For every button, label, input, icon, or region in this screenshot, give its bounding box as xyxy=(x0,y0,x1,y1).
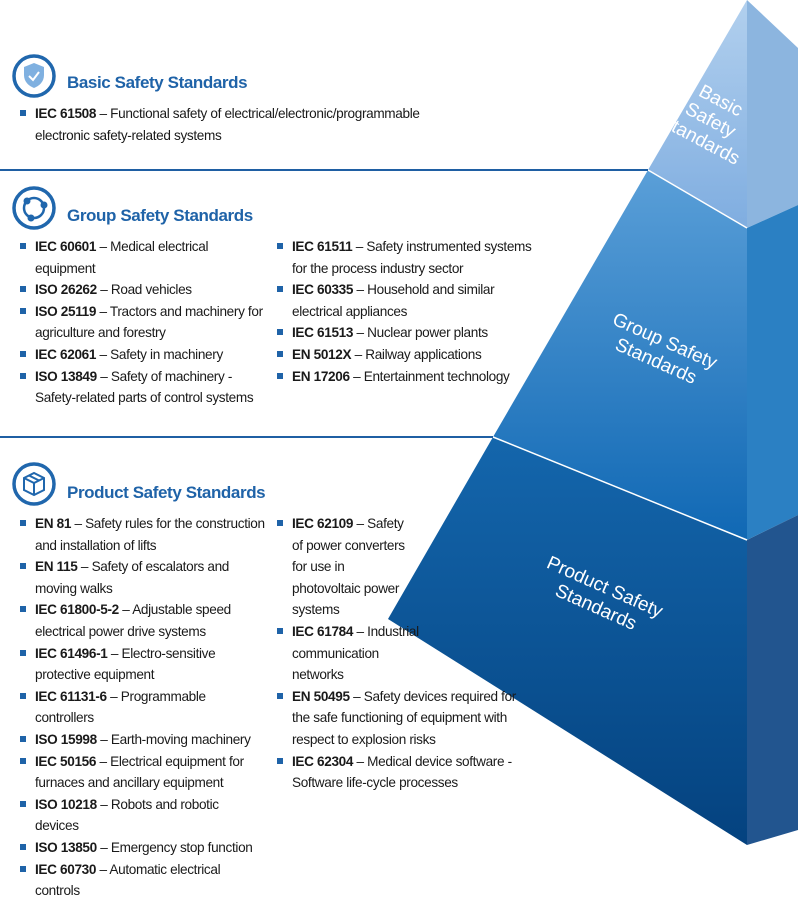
standard-item xyxy=(277,621,422,686)
standard-code: IEC 62304 xyxy=(292,753,354,769)
standard-item xyxy=(277,279,539,322)
standard-description: – Safety of machinery - Safety-related parts of control systems xyxy=(35,368,254,406)
standard-item xyxy=(20,751,265,794)
standard-code: EN 50495 xyxy=(292,688,350,704)
standard-item xyxy=(20,103,460,146)
standard-description: – Household and similar electrical appliances xyxy=(292,282,495,319)
standard-code: IEC 61784 xyxy=(292,623,354,639)
standard-item xyxy=(277,236,539,279)
standard-code: IEC 62109 xyxy=(292,516,354,531)
standard-description: – Electro-sensitive protective equipment xyxy=(35,645,216,683)
standard-item xyxy=(20,366,265,409)
standard-description: – Programmable controllers xyxy=(35,688,206,726)
standard-description: – Safety of power converters for use in photovoltaic power systems xyxy=(292,516,405,618)
standard-code: IEC 61513 xyxy=(292,325,354,341)
product-standards-list-right xyxy=(277,513,527,794)
standard-description: – Functional safety of electrical/electronic/programmable electronic safety-related systems xyxy=(35,106,420,143)
pyramid-label-product: Product Safety Standards xyxy=(543,552,666,635)
standard-code: ISO 10218 xyxy=(35,796,97,812)
pyramid-label-group: Group Safety Standards xyxy=(609,309,721,389)
standard-description: – Earth-moving machinery xyxy=(96,731,251,747)
standard-description: – Railway applications xyxy=(351,346,482,362)
standard-item xyxy=(20,344,265,366)
standard-description: – Tractors and machinery for agriculture and forestry xyxy=(35,303,263,341)
section-title-basic: Basic Safety Standards xyxy=(67,73,248,92)
standard-code: IEC 61511 xyxy=(292,239,353,254)
standard-item xyxy=(20,837,265,859)
divider-basic-group xyxy=(0,169,648,171)
standard-item xyxy=(20,279,265,301)
standard-description: – Entertainment technology xyxy=(349,368,510,384)
standard-item xyxy=(277,686,527,751)
standard-description: – Road vehicles xyxy=(96,282,192,298)
product-standards-list-left xyxy=(20,513,265,902)
standard-description: – Medical electrical equipment xyxy=(35,239,209,276)
standard-code: ISO 13850 xyxy=(35,839,97,855)
standard-item xyxy=(20,236,265,279)
standard-code: IEC 61496-1 xyxy=(35,645,108,661)
group-standards-list-right xyxy=(277,236,539,387)
standard-item xyxy=(20,859,265,902)
standard-description: – Electrical equipment for furnaces and ancillary equipment xyxy=(35,753,244,791)
standard-description: – Emergency stop function xyxy=(96,839,253,855)
standard-code: IEC 60601 xyxy=(35,239,97,254)
pyramid-label-basic: Basic Safety Standards xyxy=(656,80,747,170)
shield-check-icon xyxy=(12,54,56,98)
standard-item xyxy=(277,344,539,366)
standard-code: IEC 60730 xyxy=(35,861,97,877)
standard-item xyxy=(20,643,265,686)
standard-description: – Safety devices required for the safe functioning of equipment with respect to explosion risks xyxy=(292,688,516,747)
standard-item xyxy=(277,366,539,388)
standard-code: ISO 15998 xyxy=(35,731,97,747)
cycle-nodes-icon xyxy=(12,186,56,230)
standard-code: EN 5012X xyxy=(292,346,352,362)
group-standards-list-left xyxy=(20,236,265,409)
standard-description: – Robots and robotic devices xyxy=(35,796,219,834)
standard-code: ISO 13849 xyxy=(35,368,97,384)
standard-item xyxy=(277,322,539,344)
standard-code: EN 17206 xyxy=(292,368,350,384)
standard-description: – Industrial communication networks xyxy=(292,623,419,683)
divider-group-product xyxy=(0,436,493,438)
section-title-group: Group Safety Standards xyxy=(67,206,253,225)
standard-code: EN 81 xyxy=(35,516,72,531)
standard-item xyxy=(20,556,265,599)
standard-description: – Medical device software - Software life-cycle processes xyxy=(292,753,512,791)
standard-code: IEC 61508 xyxy=(35,106,97,121)
standard-code: EN 115 xyxy=(35,559,78,575)
standard-description: – Nuclear power plants xyxy=(353,325,488,341)
section-title-product: Product Safety Standards xyxy=(67,483,266,502)
standard-description: – Automatic electrical controls xyxy=(35,861,221,899)
standard-item xyxy=(20,301,265,344)
standard-description: – Adjustable speed electrical power drive systems xyxy=(35,602,231,639)
standard-code: IEC 62061 xyxy=(35,346,97,362)
standard-code: ISO 26262 xyxy=(35,282,97,298)
pyramid-side-product xyxy=(747,515,798,845)
standard-code: IEC 60335 xyxy=(292,282,354,298)
standard-code: ISO 25119 xyxy=(35,303,97,319)
standard-item xyxy=(277,751,527,794)
pyramid-side-group xyxy=(747,205,798,540)
standard-code: IEC 61800-5-2 xyxy=(35,602,119,618)
standard-item xyxy=(277,513,407,621)
standard-description: – Safety of escalators and moving walks xyxy=(35,559,230,596)
standard-code: IEC 50156 xyxy=(35,753,97,769)
package-box-icon xyxy=(12,462,56,506)
basic-standards-list xyxy=(20,103,460,146)
standard-item xyxy=(20,686,265,729)
standard-item xyxy=(20,599,265,642)
standard-description: – Safety in machinery xyxy=(96,346,223,362)
standard-description: – Safety rules for the construction and installation of lifts xyxy=(35,516,265,553)
standard-item xyxy=(20,794,265,837)
standard-code: IEC 61131-6 xyxy=(35,688,107,704)
standard-item xyxy=(20,729,265,751)
standard-description: – Safety instrumented systems for the process industry sector xyxy=(292,239,532,276)
standard-item xyxy=(20,513,265,556)
